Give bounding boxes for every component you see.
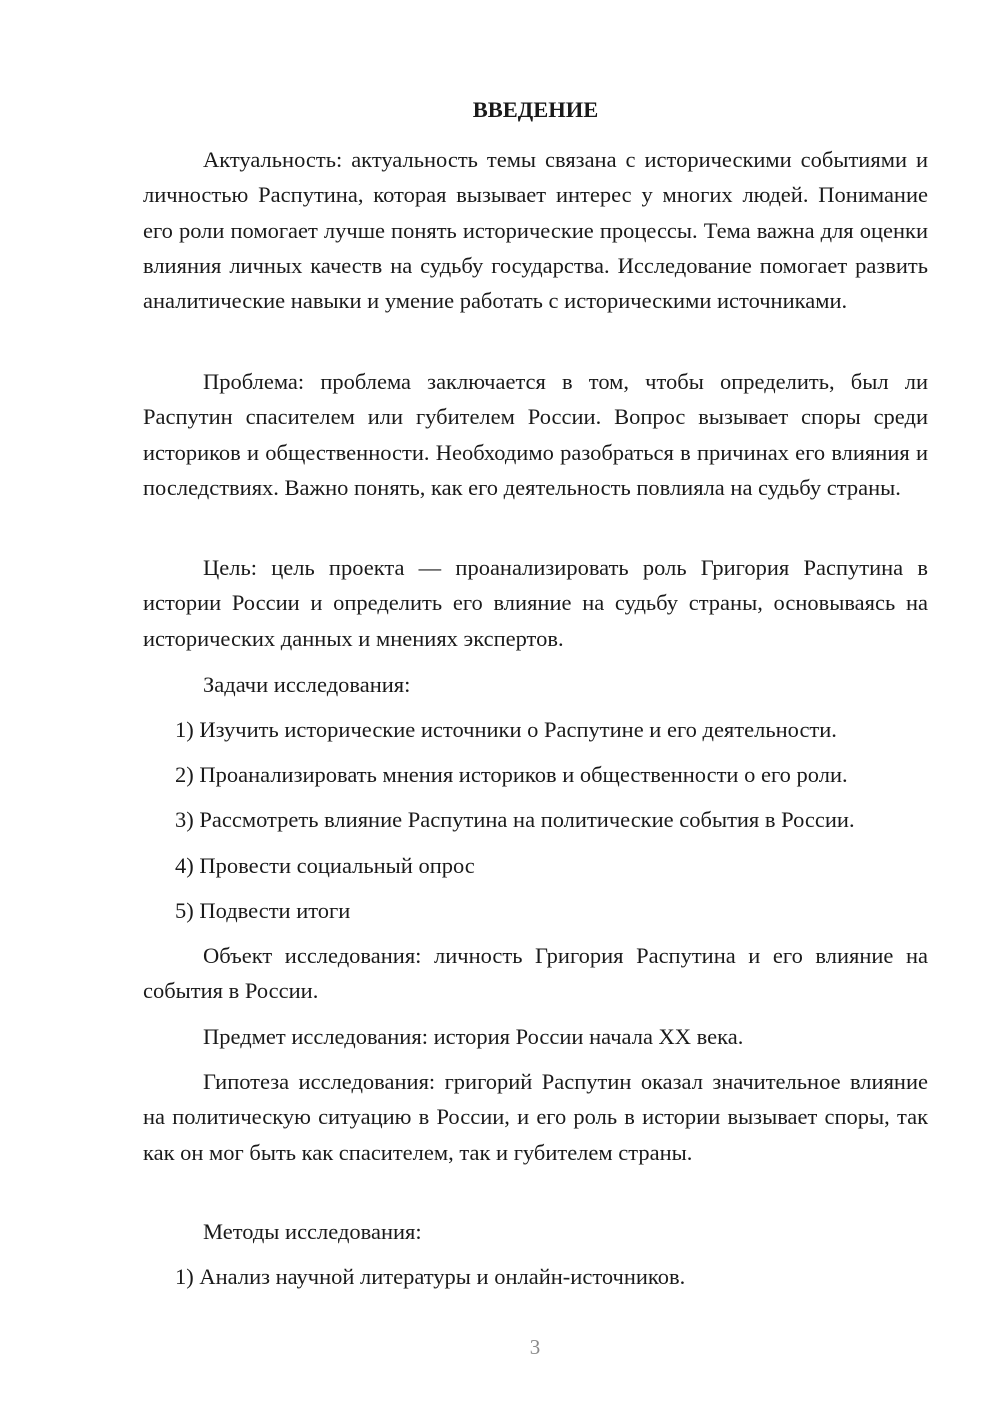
problem-block (143, 364, 928, 505)
task-item: 2) Проанализировать мнения историков и общественности о его роли. (175, 762, 848, 787)
method-item: 1) Анализ научной литературы и онлайн-источников. (175, 1264, 686, 1289)
tasks-heading: Задачи исследования: (203, 672, 411, 697)
methods-heading-block (143, 1214, 928, 1249)
methods-heading: Методы исследования: (203, 1219, 422, 1244)
task-item-1-block (143, 712, 928, 747)
goal-paragraph: Цель: цель проекта — проанализировать роль Григория Распутина в истории России и определить его влияние на судьбу страны, основываясь на исторических данных и мнениях экспертов. (143, 555, 928, 651)
section-heading: ВВЕДЕНИЕ (472, 97, 599, 122)
task-item-3-block (143, 802, 928, 837)
task-item: 1) Изучить исторические источники о Распутине и его деятельности. (175, 717, 837, 742)
task-item-5-block (143, 893, 928, 928)
page-number: 3 (529, 1335, 541, 1359)
task-item: 3) Рассмотреть влияние Распутина на политические события в России. (175, 807, 855, 832)
subject-block (143, 1019, 928, 1054)
object-block (143, 938, 928, 1009)
task-item-4-block (143, 848, 928, 883)
task-item: 5) Подвести итоги (175, 898, 351, 923)
task-item: 4) Провести социальный опрос (175, 853, 475, 878)
method-item-1-block (143, 1259, 928, 1294)
goal-block (143, 550, 928, 656)
subject-paragraph: Предмет исследования: история России начала XX века. (203, 1024, 744, 1049)
problem-paragraph: Проблема: проблема заключается в том, чтобы определить, был ли Распутин спасителем или губителем России. Вопрос вызывает споры среди историков и общественности. Необходимо разобраться в причинах его влияния и последствиях. Важно понять, как его деятельность повлияла на судьбу страны. (143, 369, 928, 500)
hypothesis-paragraph: Гипотеза исследования: григорий Распутин оказал значительное влияние на политическую ситуацию в России, и его роль в истории вызывает споры, так как он мог быть как спасителем, так и губителем страны. (143, 1069, 928, 1165)
tasks-heading-block (143, 667, 928, 702)
relevance-block (143, 142, 928, 318)
hypothesis-block (143, 1064, 928, 1170)
task-item-2-block (143, 757, 928, 792)
object-paragraph: Объект исследования: личность Григория Распутина и его влияние на события в России. (143, 943, 928, 1004)
relevance-paragraph: Актуальность: актуальность темы связана с историческими событиями и личностью Распутина, которая вызывает интерес у многих людей. Понимание его роли помогает лучше понять исторические процессы. Тема важна для оценки влияния личных качеств на судьбу государства. Исследование помогает развить аналитические навыки и умение работать с историческими источниками. (143, 147, 928, 314)
